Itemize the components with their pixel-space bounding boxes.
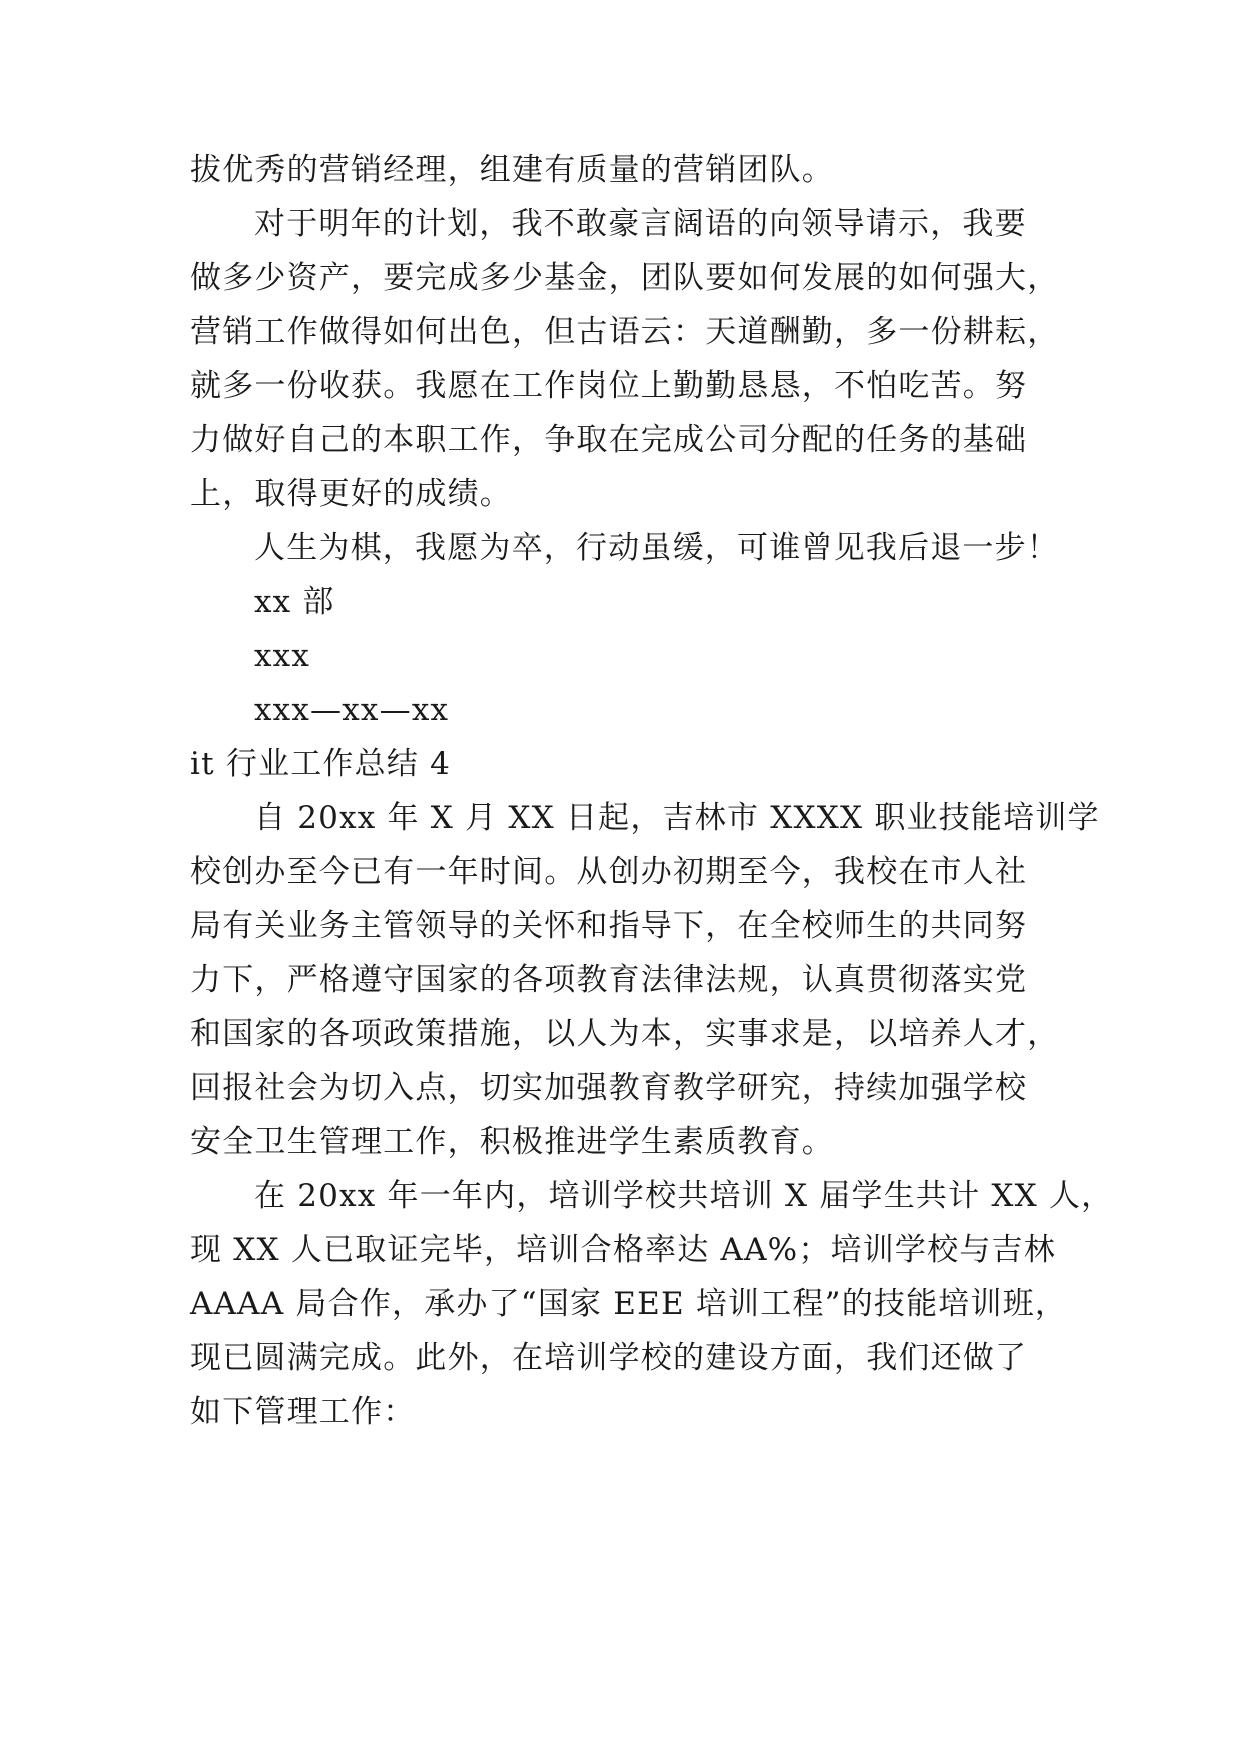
signature-name: xxx [254,638,311,674]
text-line: 在 20xx 年一年内，培训学校共培训 X 届学生共计 XX 人， [254,1178,1114,1214]
text-line: 人生为棋，我愿为卒，行动虽缓，可谁曾见我后退一步！ [254,530,1059,566]
text-line: 回报社会为切入点，切实加强教育教学研究，持续加强学校 [190,1070,1028,1106]
text-line: 营销工作做得如何出色，但古语云：天道酬勤，多一份耕耘， [190,314,1060,350]
text-line: 对于明年的计划，我不敢豪言阔语的向领导请示，我要 [254,206,1027,242]
text-line: 力做好自己的本职工作，争取在完成公司分配的任务的基础 [190,422,1028,458]
text-line: 上，取得更好的成绩。 [190,476,512,512]
text-line: 力下，严格遵守国家的各项教育法律法规，认真贯彻落实党 [190,962,1028,998]
text-line: 和国家的各项政策措施，以人为本，实事求是，以培养人才， [190,1016,1060,1052]
text-line: 如下管理工作： [190,1394,416,1430]
text-line: 自 20xx 年 X 月 XX 日起，吉林市 XXXX 职业技能培训学 [254,800,1100,836]
text-line: 拔优秀的营销经理，组建有质量的营销团队。 [190,152,834,188]
text-line: 就多一份收获。我愿在工作岗位上勤勤恳恳，不怕吃苦。努 [190,368,1028,404]
section-heading: it 行业工作总结 4 [190,746,452,782]
signature-date: xxx—xx—xx [254,692,450,728]
signature-department: xx 部 [254,584,335,620]
text-line: 现已圆满完成。此外，在培训学校的建设方面，我们还做了 [190,1340,1028,1376]
text-line: 安全卫生管理工作，积极推进学生素质教育。 [190,1124,834,1160]
text-line: 现 XX 人已取证完毕，培训合格率达 AA%；培训学校与吉林 [190,1232,1056,1268]
text-line: 局有关业务主管领导的关怀和指导下，在全校师生的共同努 [190,908,1028,944]
text-line: AAAA 局合作，承办了“国家 EEE 培训工程”的技能培训班， [190,1286,1068,1322]
text-line: 做多少资产，要完成多少基金，团队要如何发展的如何强大， [190,260,1060,296]
text-line: 校创办至今已有一年时间。从创办初期至今，我校在市人社 [190,854,1028,890]
